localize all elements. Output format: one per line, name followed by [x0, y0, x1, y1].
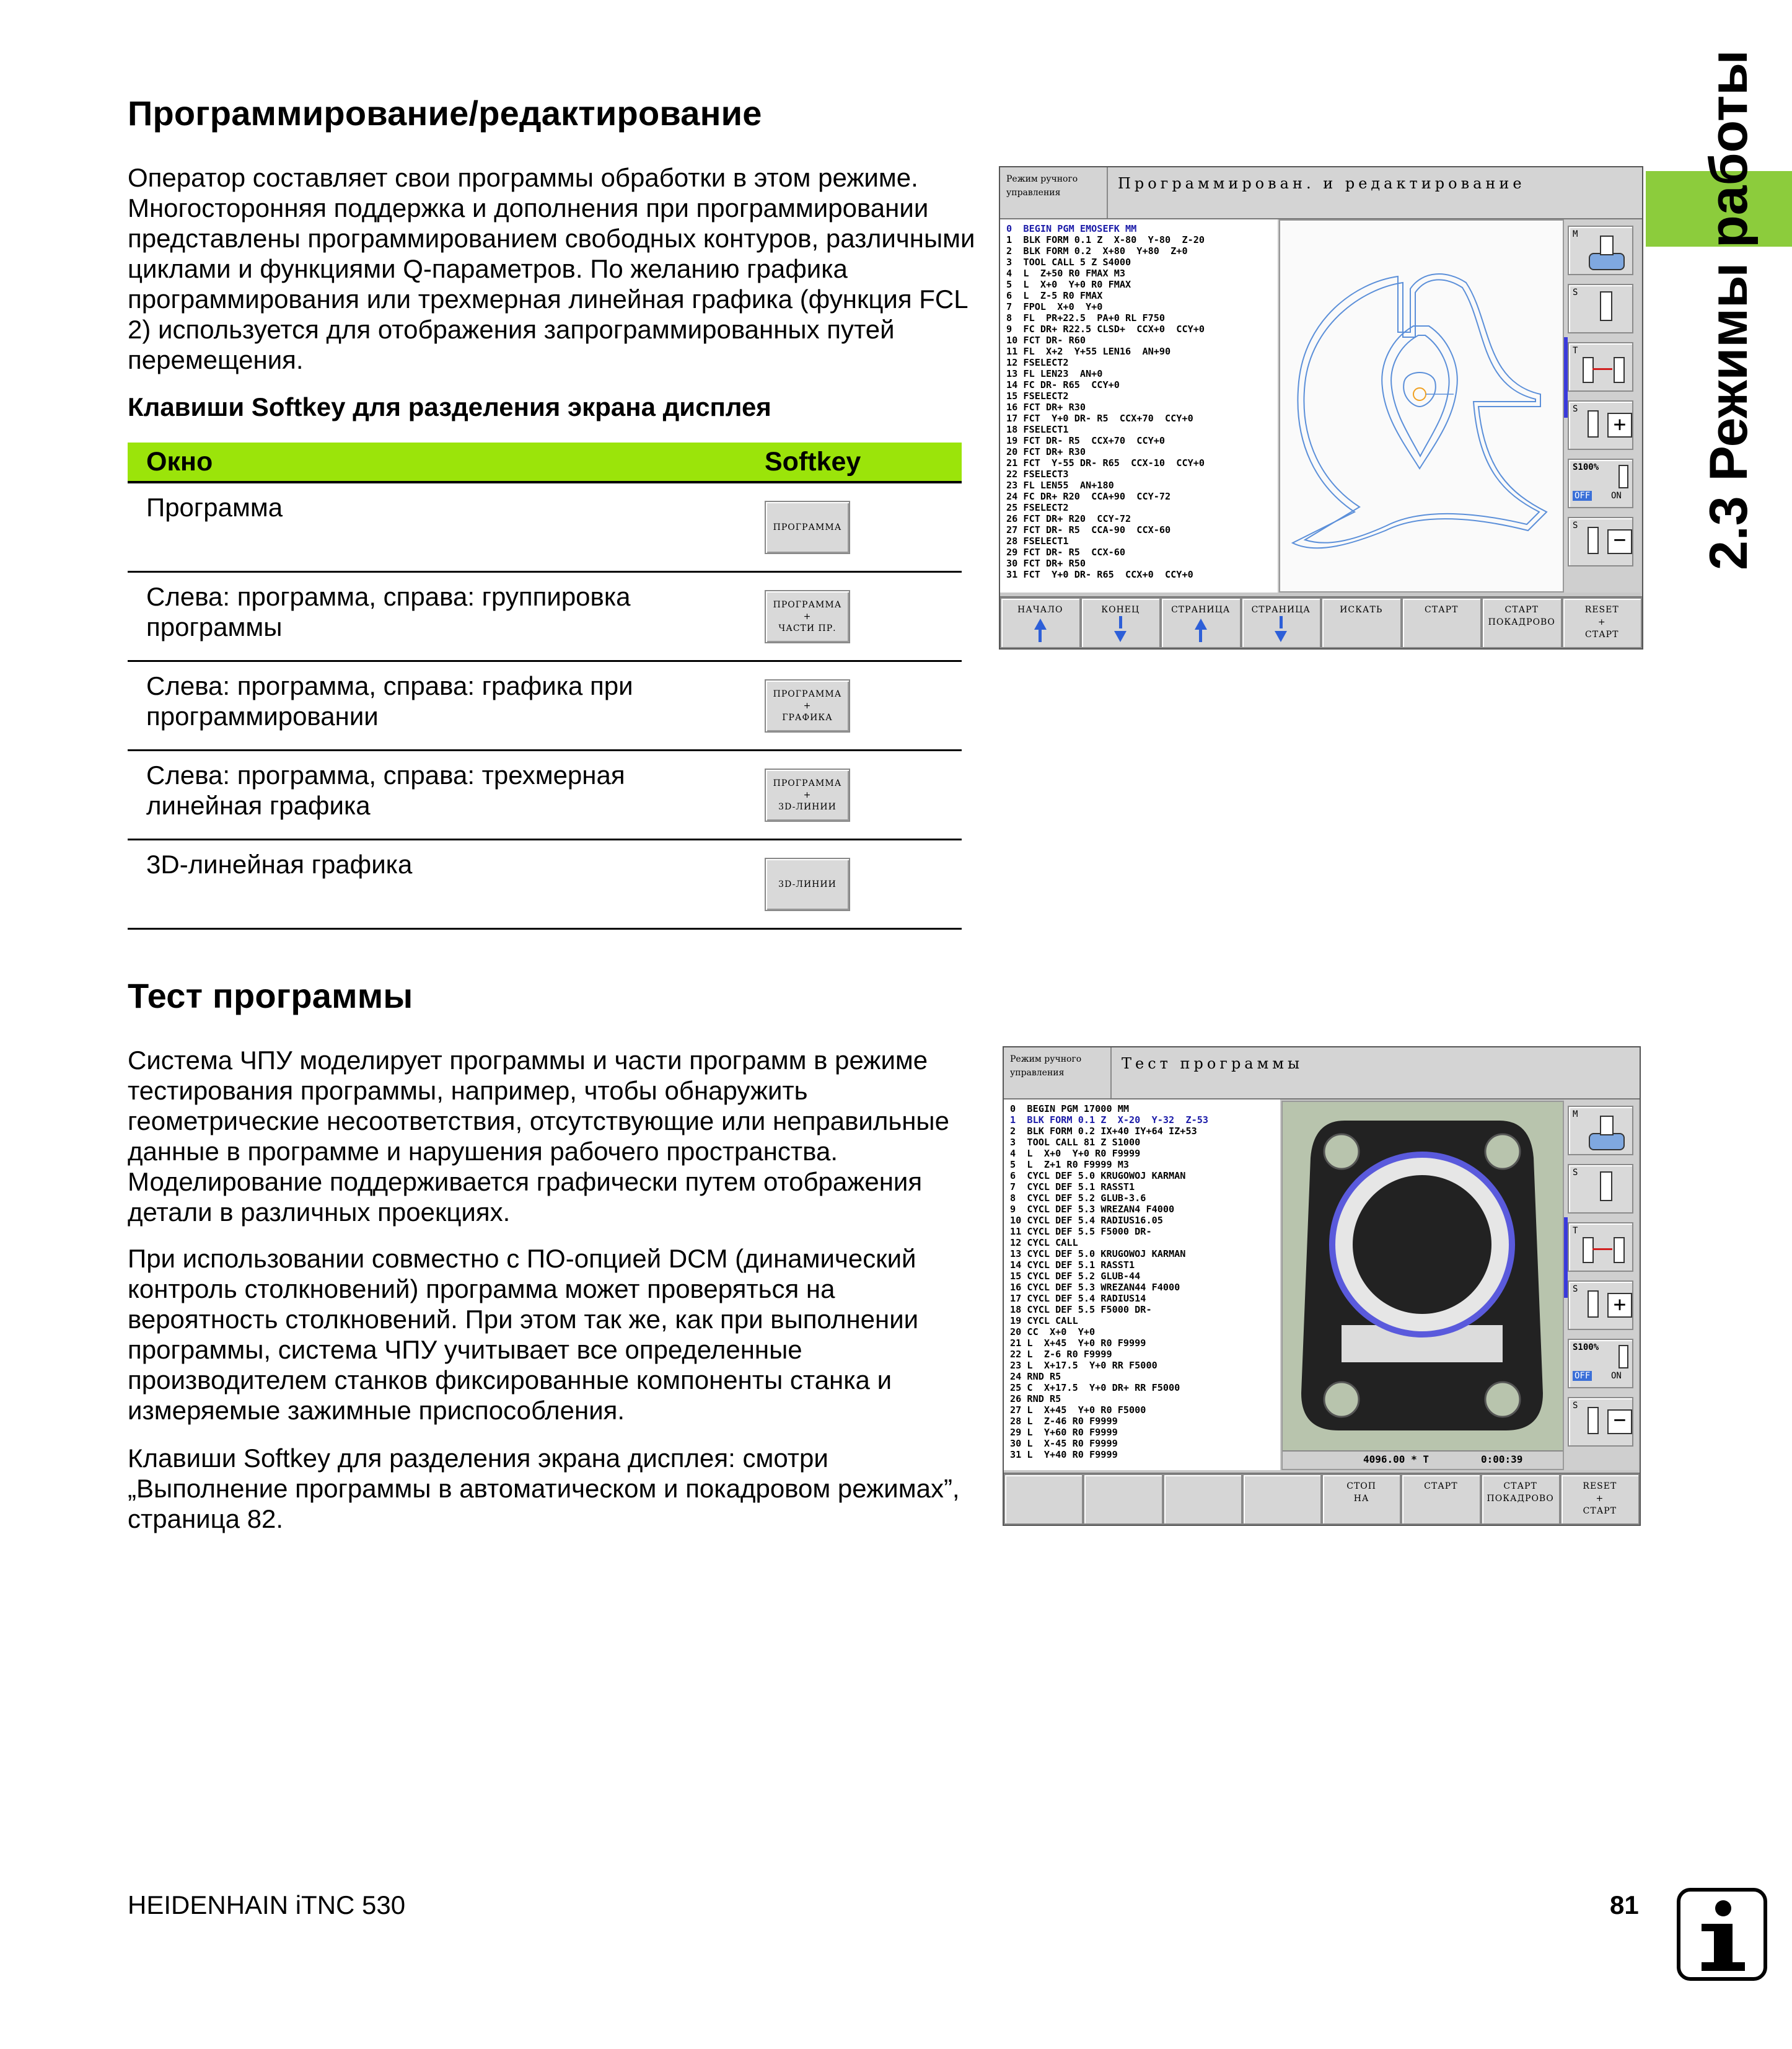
screen2-heading: Тест программы	[1122, 1055, 1304, 1072]
softkey-table	[128, 443, 962, 930]
softkey-label-1: RESET	[1584, 605, 1619, 615]
softkey-7[interactable]	[1481, 1474, 1560, 1525]
side-s-plus-button[interactable]: S +	[1568, 400, 1633, 450]
screen1-mode	[1000, 167, 1108, 218]
screen1-program-listing	[1000, 219, 1278, 593]
arrow-stem	[1280, 616, 1283, 628]
softkey-2[interactable]	[1083, 1474, 1162, 1525]
program-line[interactable]: 25 FSELECT2	[1006, 502, 1069, 513]
softkey-label-1: СТРАНИЦА	[1171, 605, 1231, 615]
header-window: Окно	[146, 446, 213, 477]
softkey-label-1: СТАРТ	[1504, 605, 1539, 615]
section2-paragraph-2: При использовании совместно с ПО-опцией DCM (динамический контроль столкновений) программа может проверяться на вероятность столкновений. При этом так же, как при выполнении программы, система ЧПУ учитывает все определенные производителем станков фиксированные компоненты станка и измеряемые зажимные приспособления.	[128, 1244, 919, 1425]
program-line[interactable]: 31 FCT Y+0 DR- R65 CCX+0 CCY+0	[1006, 569, 1193, 580]
program-line[interactable]: 15 CYCL DEF 5.2 GLUB-44	[1010, 1271, 1141, 1282]
program-line[interactable]: 13 FL LEN23 AN+0	[1006, 368, 1103, 379]
chapter-side-title	[1698, 50, 1778, 570]
section1-paragraph: Оператор составляет свои программы обработки в этом режиме. Многосторонняя поддержка и дополнения при программировании представлены программированием свободных контуров, различными циклами и функциями Q-параметров. По желанию графика программирования или трехмерная линейная графика (функция FCL 2) используется для отображения запрограммированных путей перемещения.	[128, 163, 975, 374]
softkey-line-2: +	[803, 700, 812, 711]
mode-line-2: управления	[1010, 1068, 1065, 1078]
softkey-line-1: ПРОГРАММА	[773, 522, 842, 532]
program-line[interactable]: 26 FCT DR+ R20 CCY-72	[1006, 513, 1131, 524]
chapter-side-title-text: 2.3 Режимы работы	[1699, 50, 1759, 570]
screen2-workpiece-graphic	[1281, 1101, 1564, 1470]
softkey-subheading: Клавиши Softkey для разделения экрана дисплея	[128, 392, 771, 421]
screen2-mode	[1004, 1047, 1112, 1098]
program-line[interactable]: 7 FPOL X+0 Y+0	[1006, 301, 1103, 312]
program-line[interactable]: 3 TOOL CALL 81 Z S1000	[1010, 1137, 1141, 1148]
softkey-5[interactable]	[1321, 597, 1402, 648]
screen-test-run	[1003, 1046, 1641, 1526]
program-line[interactable]: 10 CYCL DEF 5.4 RADIUS16.05	[1010, 1215, 1163, 1226]
side-spindle-override[interactable]: S100% OFF ON	[1568, 459, 1633, 508]
program-line[interactable]: 4 L X+0 Y+0 R0 F9999	[1010, 1148, 1141, 1159]
softkey-label-1: КОНЕЦ	[1101, 605, 1140, 615]
program-line[interactable]: 8 CYCL DEF 5.2 GLUB-3.6	[1010, 1192, 1146, 1204]
softkey-label-1: RESET	[1583, 1481, 1617, 1491]
program-line[interactable]: 1 BLK FORM 0.1 Z X-20 Y-32 Z-53	[1010, 1114, 1209, 1126]
arrow-stem	[1039, 630, 1042, 642]
softkey-4[interactable]	[1241, 597, 1322, 648]
screen1-side-softkeys	[1564, 219, 1641, 593]
program-line[interactable]: 11 FL X+2 Y+55 LEN16 AN+90	[1006, 346, 1171, 357]
softkey-line-3: 3D-ЛИНИИ	[778, 801, 837, 812]
program-line[interactable]: 20 CC X+0 Y+0	[1010, 1326, 1096, 1337]
row-window-text: 3D-линейная графика	[146, 850, 413, 879]
side-s-button[interactable]: S	[1568, 1164, 1633, 1214]
program-line[interactable]: 10 FCT DR- R60	[1006, 335, 1086, 346]
program-line[interactable]: 16 FCT DR+ R30	[1006, 402, 1086, 413]
row-window-text: Слева: программа, справа: группировка программы	[146, 582, 631, 641]
softkey-line-1: ПРОГРАММА	[773, 689, 842, 699]
screen1-heading: Программирован. и редактирование	[1118, 175, 1526, 192]
screen2-side-softkeys	[1564, 1099, 1638, 1470]
program-line[interactable]: 5 L Z+1 R0 F9999 M3	[1010, 1159, 1130, 1170]
program-line[interactable]: 13 CYCL DEF 5.0 KRUGOWOJ KARMAN	[1010, 1248, 1186, 1259]
program-line[interactable]: 8 FL PR+22.5 PA+0 RL F750	[1006, 312, 1166, 324]
info-icon	[1677, 1888, 1767, 1981]
mode-line-1: Режим ручного	[1010, 1054, 1082, 1064]
screen2-program-listing	[1004, 1099, 1280, 1470]
arrow-stem	[1199, 630, 1202, 642]
softkey-line-2: +	[803, 790, 812, 800]
side-s-minus-button[interactable]: S −	[1568, 517, 1633, 566]
table-row	[128, 662, 962, 751]
program-line[interactable]: 2 BLK FORM 0.2 X+80 Y+80 Z+0	[1006, 245, 1188, 257]
program-line[interactable]: 22 L Z-6 R0 F9999	[1010, 1349, 1112, 1360]
program-line[interactable]: 28 FSELECT1	[1006, 535, 1069, 547]
row-window-text: Слева: программа, справа: графика при программировании	[146, 671, 633, 731]
arrow-down-icon	[1114, 631, 1127, 642]
side-m-button[interactable]: M	[1568, 226, 1633, 275]
mode-line-1: Режим ручного	[1006, 174, 1078, 184]
softkey-label-2: НА	[1353, 1494, 1369, 1504]
side-s-button[interactable]: S	[1568, 284, 1633, 333]
program-line[interactable]: 24 FC DR+ R20 CCA+90 CCY-72	[1006, 491, 1171, 502]
softkey-4[interactable]	[1242, 1474, 1322, 1525]
program-line[interactable]: 15 FSELECT2	[1006, 390, 1069, 402]
softkey-button[interactable]	[765, 501, 850, 554]
softkey-label-3: СТАРТ	[1583, 1506, 1617, 1516]
softkey-7[interactable]	[1482, 597, 1562, 648]
softkey-line-2: +	[803, 611, 812, 622]
softkey-line-3: ЧАСТИ ПР.	[778, 623, 837, 633]
program-line[interactable]: 30 L X-45 R0 F9999	[1010, 1438, 1118, 1449]
softkey-label-2: +	[1596, 1494, 1604, 1504]
softkey-line-1: ПРОГРАММА	[773, 599, 842, 610]
softkey-8[interactable]	[1562, 597, 1643, 648]
program-line[interactable]: 1 BLK FORM 0.1 Z X-80 Y-80 Z-20	[1006, 234, 1205, 245]
program-line[interactable]: 18 FSELECT1	[1006, 424, 1069, 435]
row-window-text: Слева: программа, справа: трехмерная линейная графика	[146, 760, 625, 820]
program-line[interactable]: 27 L X+45 Y+0 R0 F5000	[1010, 1404, 1146, 1416]
softkey-label-2: ИСКАТЬ	[1340, 605, 1383, 615]
softkey-line-1: 3D-ЛИНИИ	[778, 879, 837, 889]
softkey-3[interactable]	[1163, 1474, 1242, 1525]
program-line[interactable]: 24 RND R5	[1010, 1371, 1061, 1382]
arrow-stem	[1119, 616, 1122, 628]
softkey-label-1: СТАРТ	[1503, 1481, 1537, 1491]
softkey-label-1: СТРАНИЦА	[1251, 605, 1311, 615]
program-line[interactable]: 12 FSELECT2	[1006, 357, 1069, 368]
screen1-contour-graphic	[1279, 219, 1564, 593]
softkey-label-2: СТАРТ	[1424, 1481, 1458, 1491]
program-line[interactable]: 25 C X+17.5 Y+0 DR+ RR F5000	[1010, 1382, 1180, 1393]
program-line[interactable]: 29 L Y+60 R0 F9999	[1010, 1427, 1118, 1438]
softkey-label-2: +	[1597, 617, 1606, 627]
softkey-button[interactable]	[765, 679, 850, 733]
softkey-label-2: ПОКАДРОВО	[1488, 617, 1555, 627]
softkey-label-1: СТОП	[1346, 1481, 1376, 1491]
section2-paragraph-3: Клавиши Softkey для разделения экрана дисплея: смотри „Выполнение программы в автоматическом и покадровом режимах”, страница 82.	[128, 1443, 960, 1533]
page-number: 81	[1610, 1890, 1639, 1919]
program-line[interactable]: 17 CYCL DEF 5.4 RADIUS14	[1010, 1293, 1146, 1304]
softkey-button[interactable]	[765, 858, 850, 911]
table-header	[128, 443, 962, 483]
program-line[interactable]: 0 BEGIN PGM 17000 MM	[1010, 1103, 1130, 1114]
softkey-button[interactable]	[765, 590, 850, 643]
status-value: 4096.00 * T	[1363, 1453, 1429, 1465]
table-row	[128, 751, 962, 840]
softkey-6[interactable]	[1402, 597, 1482, 648]
table-row	[128, 573, 962, 662]
program-line[interactable]: 29 FCT DR- R5 CCX-60	[1006, 547, 1126, 558]
program-line[interactable]: 19 CYCL CALL	[1010, 1315, 1078, 1326]
softkey-1[interactable]	[1000, 597, 1081, 648]
mode-line-2: управления	[1006, 188, 1061, 198]
program-line[interactable]: 0 BEGIN PGM EMOSEFK MM	[1006, 223, 1137, 234]
table-row	[128, 840, 962, 930]
program-line[interactable]: 2 BLK FORM 0.2 IX+40 IY+64 IZ+53	[1010, 1126, 1197, 1137]
program-line[interactable]: 7 CYCL DEF 5.1 RASST1	[1010, 1181, 1135, 1192]
softkey-6[interactable]	[1401, 1474, 1480, 1525]
program-line[interactable]: 11 CYCL DEF 5.5 F5000 DR-	[1010, 1226, 1152, 1237]
program-line[interactable]: 23 FL LEN55 AN+180	[1006, 480, 1114, 491]
program-line[interactable]: 12 CYCL CALL	[1010, 1237, 1078, 1248]
softkey-line-1: ПРОГРАММА	[773, 778, 842, 788]
program-line[interactable]: 21 FCT Y-55 DR- R65 CCX-10 CCY+0	[1006, 457, 1205, 469]
softkey-line-3: ГРАФИКА	[782, 712, 833, 723]
program-line[interactable]: 20 FCT DR+ R30	[1006, 446, 1086, 457]
side-s-minus-button[interactable]: S −	[1568, 1397, 1633, 1447]
section2-paragraph-1: Система ЧПУ моделирует программы и части программ в режиме тестирования программы, например, чтобы обнаружить геометрические несоответствия, отсутствующие или неправильные данные в программе и нарушения рабочего пространства. Моделирование поддерживается графически путем отображения детали в различных проекциях.	[128, 1046, 949, 1227]
program-line[interactable]: 9 FC DR+ R22.5 CLSD+ CCX+0 CCY+0	[1006, 324, 1205, 335]
program-line[interactable]: 22 FSELECT3	[1006, 469, 1069, 480]
arrow-down-icon	[1275, 631, 1287, 642]
arrow-up-icon	[1034, 619, 1047, 630]
program-line[interactable]: 28 L Z-46 R0 F9999	[1010, 1416, 1118, 1427]
softkey-label-2: СТАРТ	[1425, 605, 1459, 615]
program-line[interactable]: 16 CYCL DEF 5.3 WREZAN44 F4000	[1010, 1282, 1180, 1293]
program-line[interactable]: 9 CYCL DEF 5.3 WREZAN4 F4000	[1010, 1204, 1175, 1215]
program-line[interactable]: 6 L Z-5 R0 FMAX	[1006, 290, 1103, 301]
softkey-3[interactable]	[1161, 597, 1241, 648]
footer-product: HEIDENHAIN iTNC 530	[128, 1890, 406, 1919]
softkey-label-1: НАЧАЛО	[1017, 605, 1063, 615]
softkey-button[interactable]	[765, 769, 850, 822]
screen-programming	[999, 166, 1643, 650]
screen1-softkey-bar	[1000, 596, 1642, 648]
screen2-status-bar	[1283, 1450, 1563, 1469]
program-line[interactable]: 4 L Z+50 R0 FMAX M3	[1006, 268, 1126, 279]
header-softkey: Softkey	[765, 446, 861, 477]
softkey-8[interactable]	[1560, 1474, 1640, 1525]
side-m-button[interactable]: M	[1568, 1106, 1633, 1155]
arrow-up-icon	[1195, 619, 1207, 630]
section1-title: Программирование/редактирование	[128, 94, 762, 133]
program-line[interactable]: 18 CYCL DEF 5.5 F5000 DR-	[1010, 1304, 1152, 1315]
side-t-button[interactable]: T	[1568, 1222, 1633, 1272]
side-spindle-override[interactable]: S100% OFF ON	[1568, 1339, 1633, 1388]
program-line[interactable]: 26 RND R5	[1010, 1393, 1061, 1404]
section2-title: Тест программы	[128, 976, 413, 1015]
softkey-5[interactable]	[1322, 1474, 1401, 1525]
screen2-titlebar	[1004, 1047, 1640, 1099]
row-window-text: Программа	[146, 493, 283, 522]
side-t-button[interactable]: T	[1568, 342, 1633, 392]
screen1-titlebar	[1000, 167, 1642, 219]
table-row	[128, 483, 962, 573]
program-line[interactable]: 23 L X+17.5 Y+0 RR F5000	[1010, 1360, 1157, 1371]
program-line[interactable]: 30 FCT DR+ R50	[1006, 558, 1086, 569]
program-line[interactable]: 27 FCT DR- R5 CCA-90 CCX-60	[1006, 524, 1171, 535]
softkey-2[interactable]	[1081, 597, 1161, 648]
program-line[interactable]: 14 FC DR- R65 CCY+0	[1006, 379, 1120, 390]
status-time: 0:00:39	[1481, 1453, 1523, 1465]
screen2-softkey-bar	[1004, 1473, 1640, 1525]
program-line[interactable]: 6 CYCL DEF 5.0 KRUGOWOJ KARMAN	[1010, 1170, 1186, 1181]
softkey-label-3: СТАРТ	[1585, 630, 1619, 640]
program-line[interactable]: 5 L X+0 Y+0 R0 FMAX	[1006, 279, 1131, 290]
softkey-1[interactable]	[1004, 1474, 1083, 1525]
program-line[interactable]: 21 L X+45 Y+0 R0 F9999	[1010, 1337, 1146, 1349]
softkey-label-2: ПОКАДРОВО	[1487, 1494, 1554, 1504]
program-line[interactable]: 31 L Y+40 R0 F9999	[1010, 1449, 1118, 1460]
program-line[interactable]: 19 FCT DR- R5 CCX+70 CCY+0	[1006, 435, 1166, 446]
program-line[interactable]: 3 TOOL CALL 5 Z S4000	[1006, 257, 1131, 268]
program-line[interactable]: 14 CYCL DEF 5.1 RASST1	[1010, 1259, 1135, 1271]
side-s-plus-button[interactable]: S +	[1568, 1280, 1633, 1330]
program-line[interactable]: 17 FCT Y+0 DR- R5 CCX+70 CCY+0	[1006, 413, 1193, 424]
